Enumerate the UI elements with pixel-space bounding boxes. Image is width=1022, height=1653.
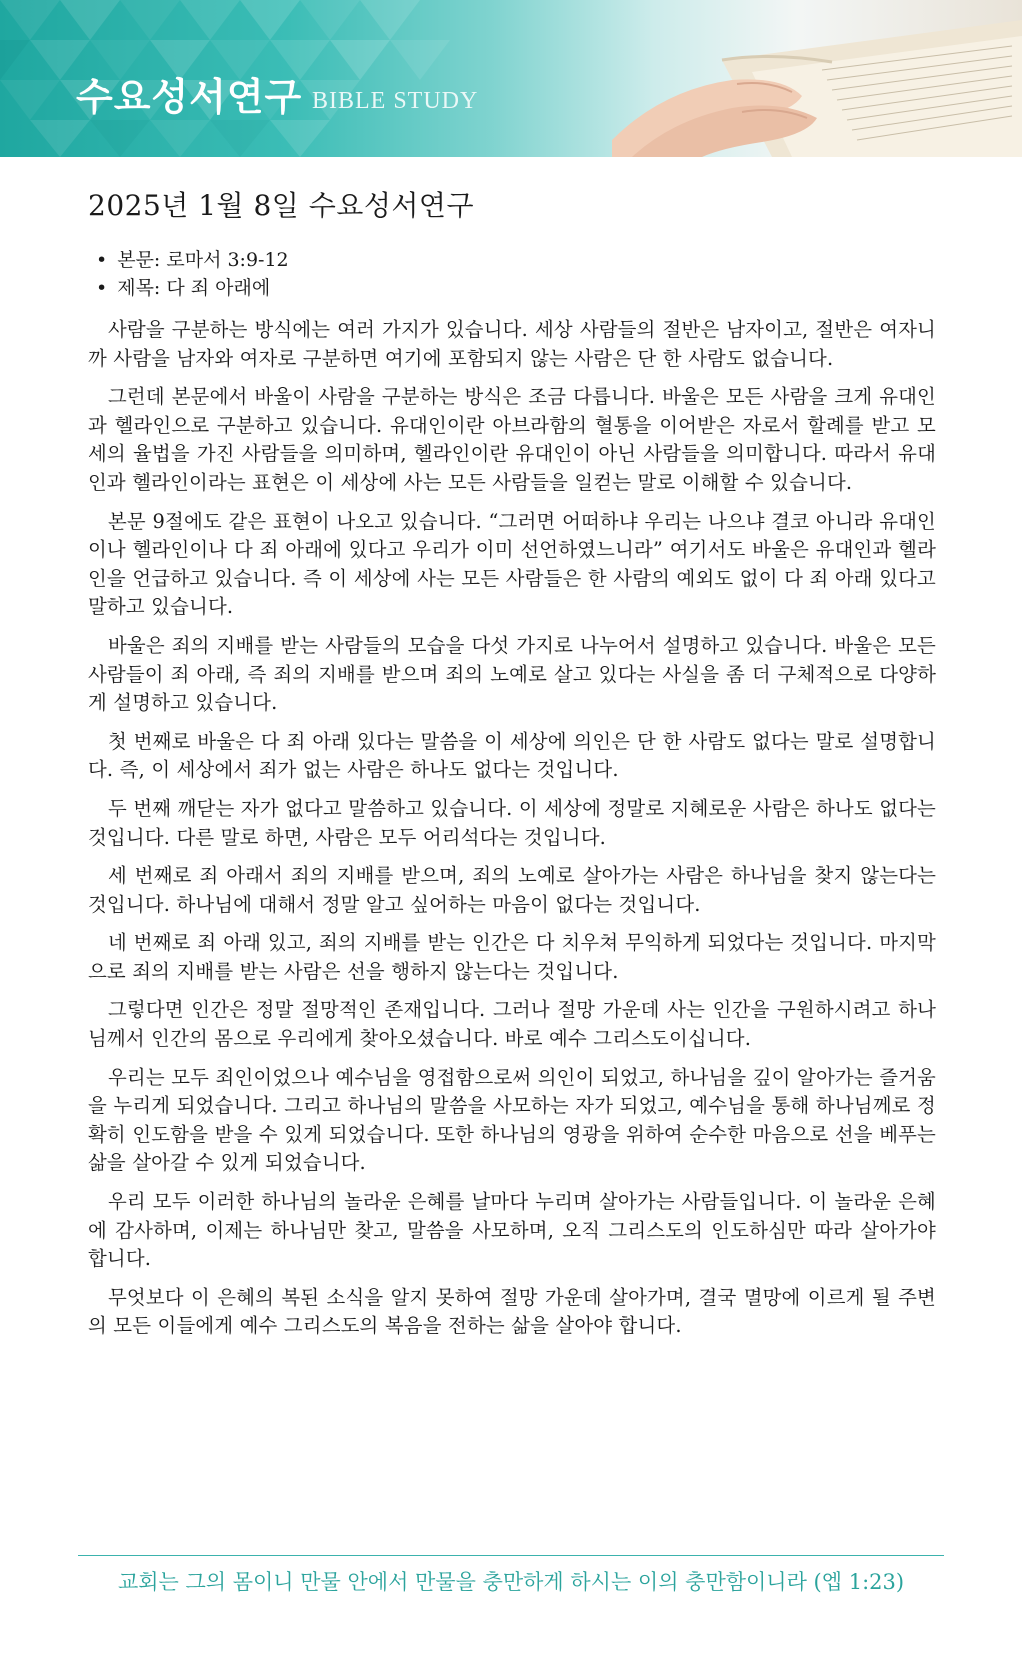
footer-verse: 교회는 그의 몸이니 만물 안에서 만물을 충만하게 하시는 이의 충만함이니라 (엡 1:23): [117, 1570, 905, 1594]
meta-item-title: • 제목: 다 죄 아래에: [96, 274, 936, 302]
paragraph: 두 번째 깨닫는 자가 없다고 말씀하고 있습니다. 이 세상에 정말로 지혜로운 사람은 하나도 없다는 것입니다. 다른 말로 하면, 사람은 모두 어리석다는 것입니다.: [88, 796, 936, 849]
paragraph: 그런데 본문에서 바울이 사람을 구분하는 방식은 조금 다릅니다. 바울은 모든 사람을 크게 유대인과 헬라인으로 구분하고 있습니다. 유대인이란 아브라함의 혈통을 이어받은 자로서 할례를 받고 모세의 율법을 가진 사람들을 의미하며, 헬라인이란 유대인이 아닌 사람들을 의미합니다. 따라서 유대인과 헬라인이라는 표현은 이 세상에 사는 모든 사람들을 일컫는 말로 이해할 수 있습니다.: [88, 385, 936, 494]
paragraph: 네 번째로 죄 아래 있고, 죄의 지배를 받는 인간은 다 치우쳐 무익하게 되었다는 것입니다. 마지막으로 죄의 지배를 받는 사람은 선을 행하지 않는다는 것입니다.: [88, 931, 936, 983]
paragraph: 본문 9절에도 같은 표현이 나오고 있습니다. “그러면 어떠하냐 우리는 나으냐 결코 아니라 유대인이나 헬라인이나 다 죄 아래에 있다고 우리가 이미 선언하였느니라” 여기서도 바울은 유대인과 헬라인을 언급하고 있습니다. 즉 이 세상에 사는 모든 사람들은 한 사람의 예외도 없이 다 죄 아래 있다고 말하고 있습니다.: [88, 509, 936, 619]
banner-subtitle: BIBLE STUDY: [312, 88, 479, 114]
paragraph: 그렇다면 인간은 정말 절망적인 존재입니다. 그러나 절망 가운데 사는 인간을 구원하시려고 하나님께서 인간의 몸으로 우리에게 찾아오셨습니다. 바로 예수 그리스도이십니다.: [88, 998, 936, 1051]
paragraph: 첫 번째로 바울은 다 죄 아래 있다는 말씀을 이 세상에 의인은 단 한 사람도 없다는 말로 설명합니다. 즉, 이 세상에서 죄가 없는 사람은 하나도 없다는 것입니다.: [88, 729, 936, 782]
paragraph: 세 번째로 죄 아래서 죄의 지배를 받으며, 죄의 노예로 살아가는 사람은 하나님을 찾지 않는다는 것입니다. 하나님에 대해서 정말 알고 싶어하는 마음이 없다는 것입니다.: [88, 864, 936, 916]
paragraph: 바울은 죄의 지배를 받는 사람들의 모습을 다섯 가지로 나누어서 설명하고 있습니다. 바울은 모든 사람들이 죄 아래, 즉 죄의 지배를 받으며 죄의 노예로 살고 있다는 사실을 좀 더 구체적으로 다양하게 설명하고 있습니다.: [88, 633, 936, 715]
header-banner: [0, 0, 1022, 157]
meta-item-passage: • 본문: 로마서 3:9-12: [96, 246, 936, 274]
banner-title: 수요성서연구: [76, 75, 303, 119]
bible-hands-illustration: [602, 0, 1022, 157]
article: [88, 172, 936, 1351]
page-title: 2025년 1월 8일 수요성서연구: [88, 189, 475, 222]
paragraph: 우리 모두 이러한 하나님의 놀라운 은혜를 날마다 누리며 살아가는 사람들입니다. 이 놀라운 은혜에 감사하며, 이제는 하나님만 찾고, 말씀을 사모하며, 오직 그리스도의 인도하심만 따라 살아가야 합니다.: [88, 1190, 936, 1271]
paragraph: 무엇보다 이 은혜의 복된 소식을 알지 못하여 절망 가운데 살아가며, 결국 멸망에 이르게 될 주변의 모든 이들에게 예수 그리스도의 복음을 전하는 삶을 살아야 합니다.: [88, 1285, 936, 1338]
paragraph: 우리는 모두 죄인이었으나 예수님을 영접함으로써 의인이 되었고, 하나님을 깊이 알아가는 즐거움을 누리게 되었습니다. 그리고 하나님의 말씀을 사모하는 자가 되었고, 예수님을 통해 하나님께로 정확히 인도함을 받을 수 있게 되었습니다. 또한 하나님의 영광을 위하여 순수한 마음으로 선을 베푸는 삶을 살아갈 수 있게 되었습니다.: [88, 1065, 936, 1175]
paragraph: 사람을 구분하는 방식에는 여러 가지가 있습니다. 세상 사람들의 절반은 남자이고, 절반은 여자니까 사람을 남자와 여자로 구분하면 여기에 포함되지 않는 사람은 단 한 사람도 없습니다.: [88, 318, 936, 370]
footer-divider: [78, 1555, 944, 1556]
meta-list: [88, 246, 936, 302]
